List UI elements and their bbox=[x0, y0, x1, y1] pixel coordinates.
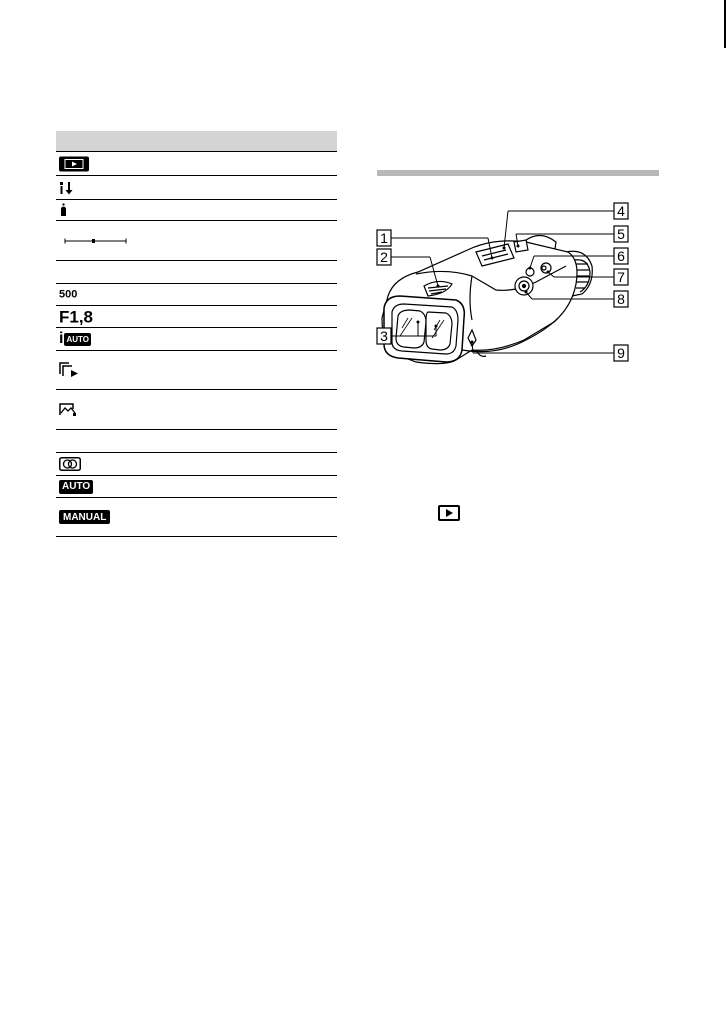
callout-1: 1 bbox=[380, 230, 388, 246]
table-header bbox=[56, 131, 337, 152]
binocular-circles-icon bbox=[59, 457, 81, 471]
callout-9: 9 bbox=[617, 345, 625, 361]
slider-bar-icon bbox=[64, 237, 128, 245]
section-heading-bar bbox=[377, 170, 659, 176]
callout-5: 5 bbox=[617, 226, 625, 242]
callout-3: 3 bbox=[380, 328, 388, 344]
mic-level-icon bbox=[59, 181, 75, 195]
callout-2: 2 bbox=[380, 249, 388, 265]
table-row bbox=[56, 328, 337, 351]
image-landscape-icon bbox=[59, 403, 77, 417]
callout-6: 6 bbox=[617, 248, 625, 264]
table-row bbox=[56, 200, 337, 221]
shutter-speed-value: 500 bbox=[59, 288, 78, 300]
table-row bbox=[56, 306, 337, 328]
table-row bbox=[56, 498, 337, 537]
continuous-shooting-icon bbox=[59, 362, 81, 378]
callout-8: 8 bbox=[617, 291, 625, 307]
aperture-value: F1,8 bbox=[59, 307, 94, 326]
play-icon bbox=[438, 505, 460, 521]
table-row bbox=[56, 152, 337, 176]
binocular-camera-illustration bbox=[376, 200, 660, 375]
device-parts-diagram bbox=[376, 200, 660, 375]
table-row bbox=[56, 351, 337, 390]
table-row bbox=[56, 476, 337, 498]
table-row bbox=[56, 453, 337, 476]
play-mode-icon bbox=[59, 156, 89, 171]
table-row bbox=[56, 176, 337, 200]
table-row bbox=[56, 390, 337, 430]
indicator-table bbox=[56, 131, 337, 537]
auto-mode-badge: AUTO bbox=[59, 480, 93, 494]
light-icon bbox=[59, 203, 69, 217]
table-row bbox=[56, 261, 337, 284]
table-row bbox=[56, 284, 337, 306]
intelligent-auto-icon: i AUTO bbox=[59, 330, 89, 347]
callout-4: 4 bbox=[617, 203, 625, 219]
table-row bbox=[56, 221, 337, 261]
table-row bbox=[56, 430, 337, 453]
callout-7: 7 bbox=[617, 269, 625, 285]
manual-mode-badge: MANUAL bbox=[59, 510, 110, 524]
